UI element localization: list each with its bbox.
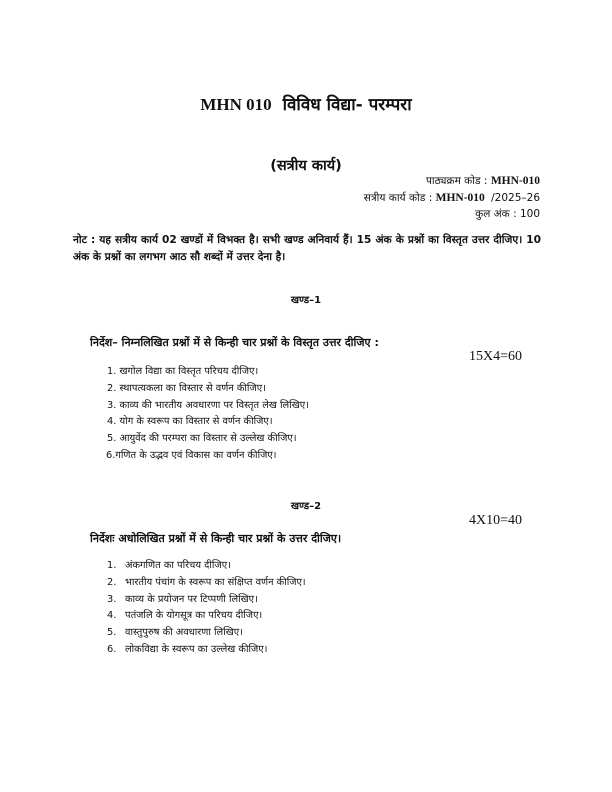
page-title: [0, 92, 612, 115]
question-text: काव्य के प्रयोजन पर टिप्पणी लिखिए।: [125, 593, 258, 605]
question-number: 3.: [107, 399, 117, 411]
course-code-line: [426, 174, 540, 188]
question-number: 4.: [107, 610, 117, 622]
list-item: [107, 558, 306, 575]
total-marks-line: [475, 207, 540, 221]
course-code-label: पाठ्यक्रम कोड :: [425, 175, 488, 187]
question-number: 2.: [107, 576, 117, 588]
list-item: [107, 642, 306, 659]
total-marks-label: कुल अंक :: [475, 208, 517, 220]
section-1-question-list: [107, 364, 309, 465]
question-text: लोकविद्या के स्वरूप का उल्लेख कीजिए।: [125, 643, 268, 655]
list-item: [107, 431, 309, 448]
question-text: गणित के उद्भव एवं विकास का वर्णन कीजिए।: [115, 449, 277, 461]
course-code: MHN 010: [200, 95, 272, 114]
instruction-note: नोट : यह सत्रीय कार्य 02 खण्डों में विभक्त है। सभी खण्ड अनिवार्य हैं। 15 अंक के प्रश्नों का विस्तृत उत्तर दीजिए। 10 अंक के प्रश्नों का लगभग आठ सौ शब्दों में उत्तर देना है।: [73, 234, 541, 263]
question-text: भारतीय पंचांग के स्वरूप का संक्षिप्त वर्णन कीजिए।: [125, 576, 306, 588]
question-text: योग के स्वरूप का विस्तार से वर्णन कीजिए।: [119, 416, 273, 428]
question-number: 3.: [107, 593, 117, 605]
assignment-code-value: MHN-010: [435, 192, 485, 204]
section-2-marks: 4X10=40: [469, 513, 523, 528]
total-marks-value: 100: [519, 208, 540, 220]
list-item: [107, 575, 306, 592]
question-number: 1.: [107, 366, 117, 377]
question-number: 1.: [107, 560, 117, 571]
list-item: [107, 364, 309, 381]
list-item: [107, 381, 309, 398]
section-2-instruction: निर्देशः अधोलिखित प्रश्नों में से किन्ही चार प्रश्नों के उत्तर दीजिए।: [90, 532, 342, 545]
question-text: काव्य की भारतीय अवधारणा पर विस्तृत लेख लिखिए।: [119, 399, 309, 411]
section-1-marks: 15X4=60: [469, 349, 523, 364]
course-code-value: MHN-010: [490, 175, 540, 187]
question-text: खगोल विद्या का विस्तृत परिचय दीजिए।: [119, 366, 259, 377]
question-number: 4.: [107, 416, 117, 428]
course-title: विविध विद्या- परम्परा: [282, 95, 412, 115]
question-text: वास्तुपुरुष की अवधारणा लिखिए।: [125, 627, 243, 639]
question-number: 2.: [107, 382, 117, 394]
assignment-year: /2025–26: [491, 192, 540, 204]
list-item: [107, 625, 306, 642]
assignment-code-line: [364, 191, 540, 205]
question-text: अंकगणित का परिचय दीजिए।: [125, 560, 231, 571]
section-2-heading: खण्ड–2: [290, 501, 322, 512]
question-text: आयुर्वेद की परम्परा का विस्तार से उल्लेख कीजिए।: [119, 433, 297, 445]
section-1-heading: खण्ड–1: [290, 295, 322, 306]
question-number: 6.: [106, 449, 116, 461]
section-2-question-list: [107, 558, 306, 659]
section-1-instruction: निर्देश– निम्नलिखित प्रश्नों में से किन्ही चार प्रश्नों के विस्तृत उत्तर दीजिए :: [90, 336, 379, 349]
question-number: 6.: [107, 643, 117, 655]
list-item: [107, 608, 306, 625]
list-item: [107, 592, 306, 609]
assignment-code-label: सत्रीय कार्य कोड :: [363, 192, 433, 204]
list-item: [107, 398, 309, 415]
question-number: 5.: [107, 627, 117, 639]
question-number: 5.: [107, 433, 117, 445]
assignment-heading: (सत्रीय कार्य): [270, 158, 342, 174]
list-item: [107, 414, 309, 431]
list-item: [106, 448, 309, 465]
question-text: स्थापत्यकला का विस्तार से वर्णन कीजिए।: [119, 382, 266, 394]
question-text: पतंजलि के योगसूत्र का परिचय दीजिए।: [125, 610, 263, 622]
